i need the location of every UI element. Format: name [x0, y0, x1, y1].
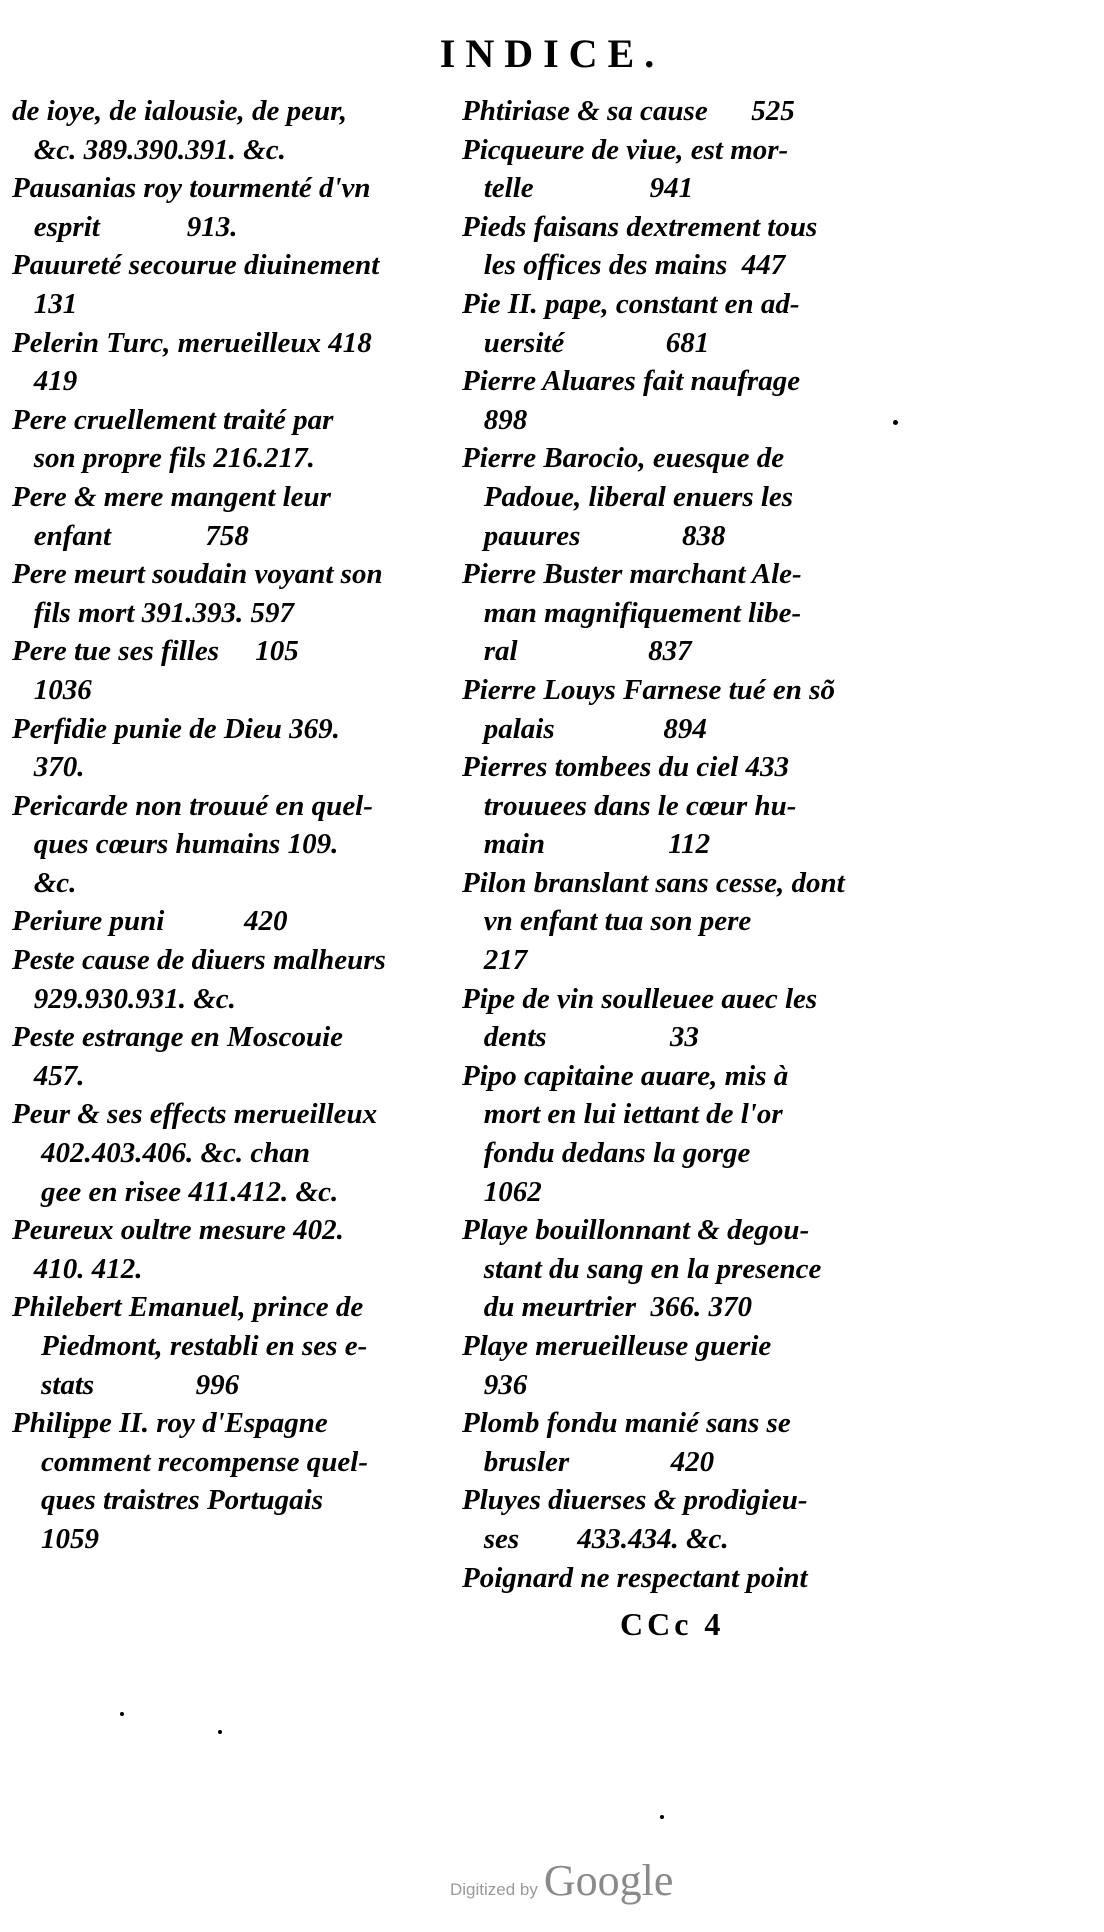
index-entry-line: Playe merueilleuse guerie [462, 1330, 772, 1362]
index-entry-line: Padoue, liberal enuers les [462, 480, 794, 513]
index-entry-line: Pere & mere mangent leur [12, 480, 331, 513]
index-entry-line: Philippe II. roy d'Espagne [12, 1407, 328, 1440]
index-entry-line: man magnifiquement libe- [462, 596, 802, 629]
index-entry-line: Pelerin Turc, merueilleux 418 [12, 326, 372, 359]
index-entry-line: 929.930.931. &c. [12, 982, 236, 1015]
index-entry-line: telle 941 [462, 172, 694, 205]
index-entry-line: Phtiriase & sa cause 525 [462, 95, 795, 127]
page-signature: CCc 4 [620, 1606, 725, 1642]
index-entry-line: Piedmont, restabli en ses e- [12, 1330, 368, 1362]
index-entry-line: Pierres tombees du ciel 433 [462, 751, 790, 784]
index-entry-line: uersité 681 [462, 326, 710, 359]
index-entry-line: Pericarde non trouué en quel- [12, 789, 373, 822]
index-entry-line: Poignard ne respectant point [462, 1561, 808, 1594]
index-entry-line: les offices des mains 447 [462, 249, 786, 282]
index-entry-line: 131 [12, 287, 78, 320]
index-entry-line: &c. [12, 866, 77, 899]
index-entry-line: Pierre Louys Farnese tué en sõ [462, 673, 835, 706]
index-entry-line: fondu dedans la gorge [462, 1137, 751, 1170]
index-entry-line: Pieds faisans dextrement tous [462, 210, 818, 243]
ink-speck [893, 420, 898, 425]
index-entry-line: brusler 420 [462, 1445, 715, 1478]
index-entry-line: Plomb fondu manié sans se [462, 1407, 791, 1440]
index-entry-line: 370. [12, 751, 85, 784]
digitized-label: Digitized by [450, 1880, 538, 1899]
index-entry-line: 410. 412. [12, 1252, 143, 1285]
index-entry-line: 419 [12, 365, 78, 398]
index-entry-line: de ioye, de ialousie, de peur, [12, 95, 348, 127]
index-entry-line: 898 [462, 403, 528, 436]
ink-speck [660, 1815, 664, 1819]
index-entry-line: main 112 [462, 828, 711, 861]
index-column-left [12, 92, 452, 1559]
index-entry-line: gee en risee 411.412. &c. [12, 1175, 339, 1208]
index-entry-line: palais 894 [462, 712, 707, 745]
index-entry-line: 1062 [462, 1175, 542, 1208]
index-entry-line: &c. 389.390.391. &c. [12, 133, 286, 166]
index-entry-line: Pierre Aluares fait naufrage [462, 365, 801, 398]
index-entry-line: Pauureté secourue diuinement [12, 249, 380, 282]
index-entry-line: Pierre Buster marchant Ale- [462, 558, 802, 591]
index-entry-line: pauures 838 [462, 519, 726, 552]
index-entry-line: stant du sang en la presence [462, 1252, 822, 1285]
ink-speck [218, 1730, 222, 1734]
index-entry-line: ral 837 [462, 635, 692, 668]
index-entry-line: Pluyes diuerses & prodigieu- [462, 1484, 808, 1517]
index-entry-line: son propre fils 216.217. [12, 442, 315, 475]
index-entry-line: esprit 913. [12, 210, 238, 243]
page-title: INDICE. [439, 31, 665, 76]
index-entry-line: ses 433.434. &c. [462, 1522, 729, 1555]
index-entry-line: du meurtrier 366. 370 [462, 1291, 753, 1324]
index-entry-line: Perfidie punie de Dieu 369. [12, 712, 340, 745]
index-column-right [462, 92, 892, 1597]
index-entry-line: 402.403.406. &c. chan [12, 1137, 311, 1170]
digitized-by-watermark [450, 1855, 673, 1906]
index-entry-line: Picqueure de viue, est mor- [462, 133, 789, 166]
index-entry-line: Playe bouillonnant & degou- [462, 1214, 810, 1247]
index-entry-line: enfant 758 [12, 519, 249, 552]
index-entry-line: Pie II. pape, constant en ad- [462, 287, 800, 320]
index-entry-line: vn enfant tua son pere [462, 905, 752, 938]
ink-speck [120, 1712, 124, 1716]
index-entry-line: 1059 [12, 1522, 99, 1555]
index-entry-line: fils mort 391.393. 597 [12, 596, 294, 629]
index-entry-line: trouuees dans le cœur hu- [462, 789, 797, 822]
index-entry-line: 936 [462, 1368, 528, 1401]
index-entry-line: stats 996 [12, 1368, 240, 1401]
index-entry-line: ques traistres Portugais [12, 1484, 323, 1517]
index-entry-line: Pipo capitaine auare, mis à [462, 1059, 789, 1092]
google-logo: Google [543, 1856, 674, 1905]
index-entry-line: Peur & ses effects merueilleux [12, 1098, 378, 1131]
index-entry-line: ques cœurs humains 109. [12, 828, 339, 861]
index-entry-line: Pere meurt soudain voyant son [12, 558, 383, 591]
index-entry-line: Pausanias roy tourmenté d'vn [12, 172, 371, 205]
index-entry-line: Peureux oultre mesure 402. [12, 1214, 344, 1247]
index-entry-line: mort en lui iettant de l'or [462, 1098, 783, 1131]
index-entry-line: Pere tue ses filles 105 [12, 635, 299, 668]
index-entry-line: Pipe de vin soulleuee auec les [462, 982, 818, 1015]
index-entry-line: Pere cruellement traité par [12, 403, 334, 436]
index-entry-line: comment recompense quel- [12, 1445, 369, 1478]
index-entry-line: Peste estrange en Moscouie [12, 1021, 344, 1054]
index-entry-line: 217 [462, 944, 528, 977]
index-entry-line: Peste cause de diuers malheurs [12, 944, 386, 977]
index-entry-line: Philebert Emanuel, prince de [12, 1291, 364, 1324]
index-entry-line: Pierre Barocio, euesque de [462, 442, 785, 475]
index-entry-line: Pilon branslant sans cesse, dont [462, 866, 845, 899]
index-entry-line: 1036 [12, 673, 92, 706]
index-entry-line: dents 33 [462, 1021, 699, 1054]
index-entry-line: Periure puni 420 [12, 905, 288, 938]
index-entry-line: 457. [12, 1059, 85, 1092]
